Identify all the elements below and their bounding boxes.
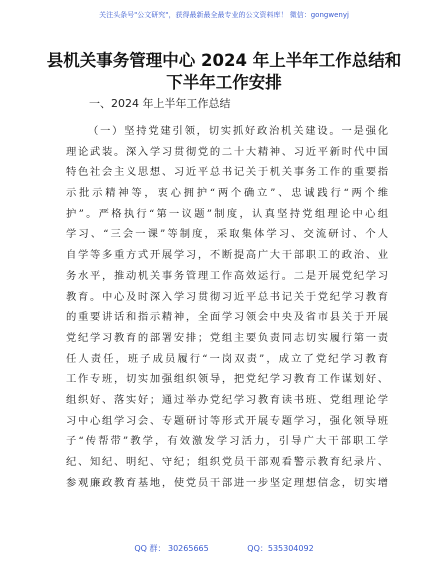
body-line: 子“传帮带”教学，有效激发学习活力，引导广大干部职工学 (66, 435, 388, 448)
body-line: 理论武装。深入学习贯彻党的二十大精神、习近平新时代中国 (66, 145, 388, 158)
body-line: 习中心组学习会、专题研讨等形式开展专题学习，强化领导班 (66, 414, 388, 427)
body-line: 务水平，推动机关事务管理工作高效运行。二是开展党纪学习 (66, 269, 388, 282)
body-line: 护”。严格执行“第一议题”制度，认真坚持党组理论中心组 (66, 207, 388, 220)
body-line: 特色社会主义思想、习近平总书记关于机关事务工作的重要指 (66, 166, 388, 179)
body-line: 党纪学习教育的部署安排；党组主要负责同志切实履行第一责 (66, 331, 388, 344)
body-line: 的重要讲话和指示精神，全面学习领会中央及省市县关于开展 (66, 311, 388, 324)
body-line: 任人责任，班子成员履行“一岗双责”，成立了党纪学习教育 (66, 352, 388, 365)
document-title (0, 50, 448, 94)
section-heading: 一、2024 年上半年工作总结 (89, 97, 231, 110)
body-line: 参观廉政教育基地，使党员干部进一步坚定理想信念，切实增 (66, 476, 388, 489)
page-header-banner: 关注头条号"公文研究"，获得最新最全最专业的公文资料库！ 微信：gongwenyj (99, 11, 349, 19)
body-line: 教育。中心及时深入学习贯彻习近平总书记关于党纪学习教育 (66, 290, 388, 303)
title-line-2: 下半年工作安排 (166, 73, 282, 92)
body-line: 示批示精神等，衷心拥护“两个确立”、忠诚践行“两个维 (66, 187, 388, 200)
body-line: （一）坚持党建引领，切实抓好政治机关建设。一是强化 (88, 125, 388, 137)
title-line-1: 县机关事务管理中心 2024 年上半年工作总结和 (46, 51, 402, 70)
document-body (66, 121, 388, 493)
body-line: 工作专班，切实加强组织领导，把党纪学习教育工作谋划好、 (66, 373, 388, 386)
body-line: 纪、知纪、明纪、守纪；组织党员干部观看警示教育纪录片、 (66, 456, 388, 468)
footer-qq-contact: QQ：535304092 (247, 544, 314, 553)
page-footer (0, 543, 448, 554)
body-line: 自学等多重方式开展学习，不断提高广大干部职工的政治、业 (66, 249, 388, 262)
body-line: 组织好、落实好；通过举办党纪学习教育读书班、党组理论学 (66, 393, 388, 406)
body-line: 学习、“三会一课”等制度，采取集体学习、交流研讨、个人 (66, 228, 388, 241)
footer-qq-group: QQ 群： 30265665 (134, 544, 209, 553)
